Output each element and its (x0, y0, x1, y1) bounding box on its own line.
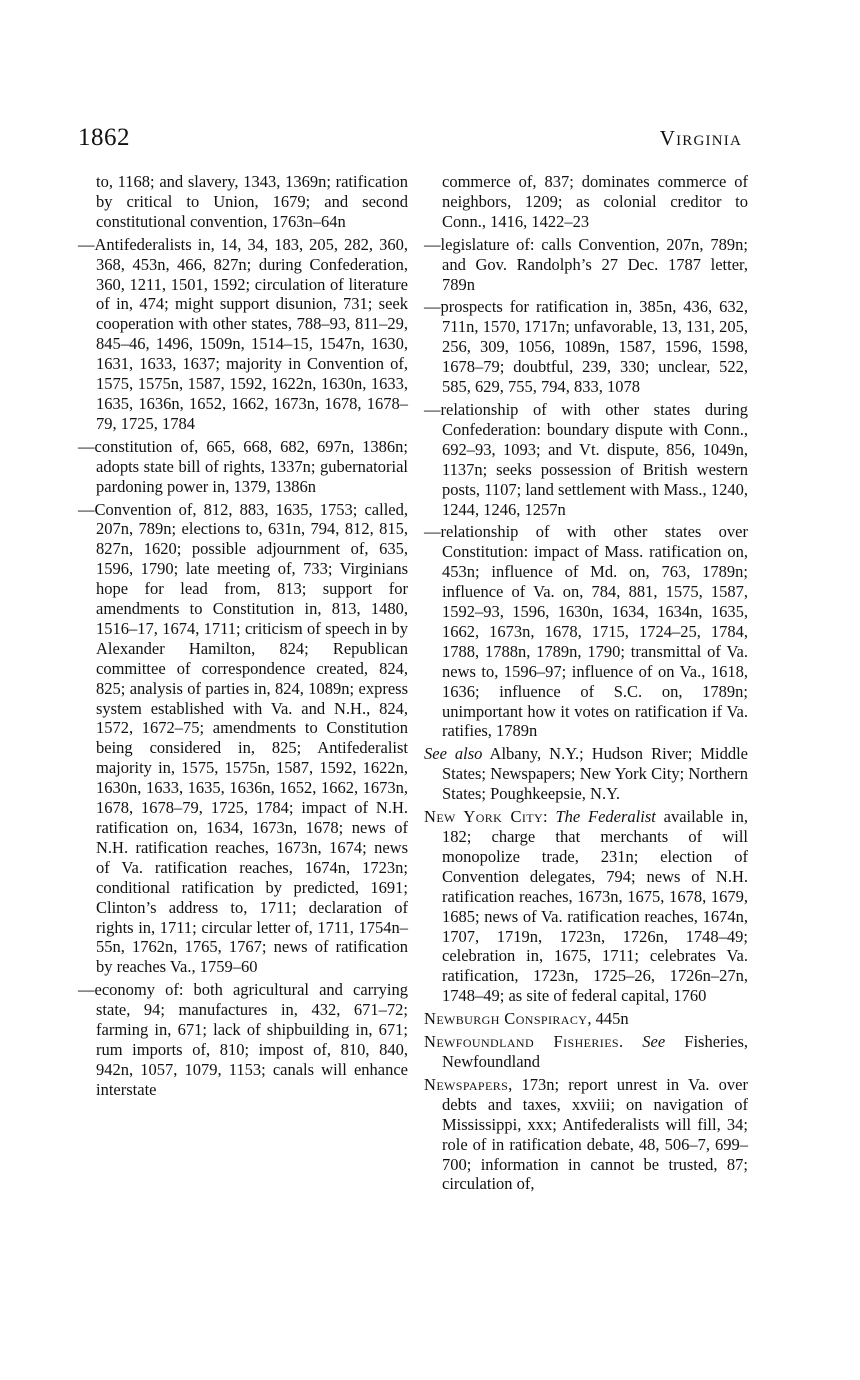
entry-heading: Newburgh Conspiracy (424, 1009, 588, 1029)
entry-text: 173n; report unrest in Va. over debts and taxes, xxviii; on navigation of Mississippi, xxx; Antifederalists will fill, 34; role of in ratification debate, 48, 506–7, 699–700; information in cannot be trusted, 87; circulation of, (442, 1074, 748, 1194)
index-subentry: —relationship of with other states during Confederation: boundary dispute with Conn., 692–93, 1093; and Vt. dispute, 856, 1049n, 1137n; seeks possession of British western posts, 1107; land settlement with Mass., 1240, 1244, 1246, 1257n (424, 399, 748, 519)
index-subentry: —economy of: both agricultural and carrying state, 94; manufactures in, 432, 671–72; farming in, 671; lack of shipbuilding in, 671; rum imports of, 810; impost of, 810, 840, 942n, 1057, 1079, 1153; canals will enhance interstate (78, 980, 408, 1099)
index-main-entry: Newfoundland Fisheries. See Fisheries, Newfoundland (424, 1032, 748, 1071)
index-main-entry: Newburgh Conspiracy, 445n (424, 1009, 629, 1029)
index-main-entry: Newspapers, 173n; report unrest in Va. over debts and taxes, xxviii; on navigation of Mississippi, xxx; Antifederalists will fill, 34; role of in ratification debate, 48, 506–7, 699–700; information in cannot be trusted, 87; circulation of, (424, 1074, 748, 1194)
index-subentry: —Convention of, 812, 883, 1635, 1753; called, 207n, 789n; elections to, 631n, 794, 812, 815, 827n, 1620; possible adjournment of, 635, 1596, 1790; late meeting of, 733; Virginians hope for lead from, 813; support for amendments to Constitution in, 813, 1480, 1516–17, 1674, 1711; criticism of speech in by Alexander Hamilton, 824; Republican committee of correspondence created, 824, 825; analysis of parties in, 824, 1089n; express system established with Va. and N.H., 824, 1572, 1672–75; amendments to Constitution being considered in, 825; Antifederalist majority in, 1575, 1575n, 1587, 1592, 1622n, 1630n, 1633, 1635, 1636n, 1652, 1662, 1673n, 1678, 1678–79, 1725, 1784; impact of N.H. ratification on, 1634, 1673n, 1678; news of N.H. ratification reaches, 1673n, 1674; news of Va. ratification reaches, 1674n, 1723n; conditional ratification by predicted, 1691; Clinton’s address to, 1711; declaration of rights in, 1711; circular letter of, 1711, 1754n–55n, 1762n, 1765, 1767; news of ratification by reaches Va., 1759–60 (78, 499, 408, 977)
index-subentry: —Antifederalists in, 14, 34, 183, 205, 282, 360, 368, 453n, 466, 827n; during Confederation, 360, 1211, 1501, 1592; circulation of literature of in, 474; might support disunion, 731; seek cooperation with other states, 788–93, 811–29, 845–46, 1496, 1509n, 1514–15, 1547n, 1630, 1631, 1633, 1637; majority in Convention of, 1575, 1575n, 1587, 1592, 1622n, 1630n, 1633, 1635, 1636n, 1652, 1662, 1673n, 1678, 1678–79, 1725, 1784 (78, 234, 408, 433)
index-subentry: —relationship of with other states over Constitution: impact of Mass. ratification on, 453n; influence of Md. on, 763, 1789n; influence of Va. on, 784, 881, 1575, 1587, 1592–93, 1596, 1630n, 1634, 1634n, 1635, 1662, 1673n, 1678, 1715, 1724–25, 1784, 1788, 1788n, 1789n, 1790; transmittal of Va. news to, 1596–97; influence of on Va., 1618, 1636; influence of S.C. on, 1789n; unimportant how it votes on ratification if Va. ratifies, 1789n (424, 522, 748, 741)
index-main-entry: New York City: The Federalist available in, 182; charge that merchants of will monopolize trade, 231n; election of Convention delegates, 794; news of N.H. ratification reaches, 1673n, 1675, 1678, 1679, 1685; news of Va. ratification reaches, 1674n, 1707, 1719n, 1723n, 1726n, 1748–49; celebration in, 1675, 1711; celebrates Va. ratification, 1723n, 1725–26, 1726n–27n, 1748–49; as site of federal capital, 1760 (424, 807, 748, 1006)
entry-text: Fisheries, Newfoundland (442, 1032, 748, 1071)
entry-italic: The Federalist (555, 807, 656, 827)
entry-heading: Newfoundland Fisheries (424, 1032, 620, 1052)
page-number: 1862 (78, 124, 130, 151)
entry-heading: Newspapers (424, 1074, 509, 1094)
index-subentry: —prospects for ratification in, 385n, 436, 632, 711n, 1570, 1717n; unfavorable, 13, 131, 205, 256, 309, 1056, 1089n, 1587, 1596, 1598, 1678–79; doubtful, 239, 330; unclear, 522, 585, 629, 755, 794, 833, 1078 (424, 297, 748, 397)
index-entry-continuation: commerce of, 837; dominates commerce of neighbors, 1209; as colonial creditor to Conn., 1416, 1422–23 (442, 172, 748, 231)
see-also-label: See also (424, 744, 483, 764)
index-subentry: —legislature of: calls Convention, 207n, 789n; and Gov. Randolph’s 27 Dec. 1787 letter, 789n (424, 234, 748, 294)
entry-text: available in, 182; charge that merchants of will monopolize trade, 231n; election of Convention delegates, 794; news of N.H. ratification reaches, 1673n, 1675, 1678, 1679, 1685; news of Va. ratification reaches, 1674n, 1707, 1719n, 1723n, 1726n, 1748–49; celebration in, 1675, 1711; celebrates Va. ratification, 1723n, 1725–26, 1726n–27n, 1748–49; as site of federal capital, 1760 (442, 807, 748, 1006)
index-subentry: —constitution of, 665, 668, 682, 697n, 1386n; adopts state bill of rights, 1337n; gubernatorial pardoning power in, 1379, 1386n (78, 436, 408, 496)
entry-italic: See (642, 1032, 666, 1052)
see-also-entry (424, 744, 748, 804)
left-column (78, 172, 408, 1103)
right-column (424, 172, 748, 1197)
index-entry-continuation: to, 1168; and slavery, 1343, 1369n; ratification by critical to Union, 1679; and second constitutional convention, 1763n–64n (96, 172, 408, 231)
entry-text: 445n (595, 1009, 629, 1029)
see-also-text: Albany, N.Y.; Hudson River; Middle States; Newspapers; New York City; Northern States; Poughkeepsie, N.Y. (442, 744, 748, 804)
entry-heading: New York City (424, 807, 544, 827)
running-head: Virginia (659, 126, 742, 150)
